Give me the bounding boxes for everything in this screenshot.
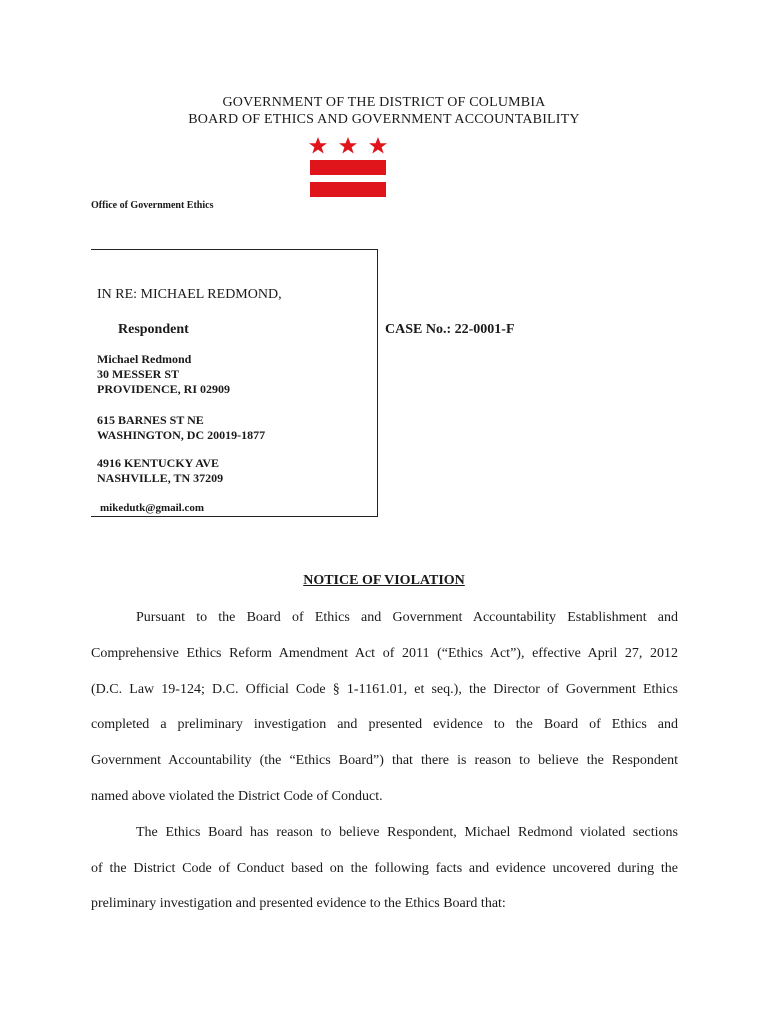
address-line: PROVIDENCE, RI 02909 [97,382,231,396]
dc-flag-logo [308,136,388,200]
star-icon [339,137,357,154]
case-number: CASE No.: 22-0001-F [385,322,515,337]
address-block [97,352,230,397]
paragraph-line: preliminary investigation and presented evidence to the Ethics Board that: [91,896,506,911]
address-block [97,413,265,443]
office-name: Office of Government Ethics [91,200,214,211]
paragraph-line: of the District Code of Conduct based on the following facts and evidence uncovered during the [91,861,678,876]
address-line: WASHINGTON, DC 20019-1877 [97,428,266,442]
flag-stars-icon [308,136,388,154]
in-re-line: IN RE: MICHAEL REDMOND, [97,287,282,302]
paragraph-line: Comprehensive Ethics Reform Amendment Act of 2011 (“Ethics Act”), effective April 27, 2012 [91,646,678,661]
address-line: NASHVILLE, TN 37209 [97,471,224,485]
flag-bar-top [310,160,386,175]
star-icon [309,137,327,154]
star-icon [369,137,387,154]
paragraph-line: named above violated the District Code of Conduct. [91,789,383,804]
flag-bar-bottom [310,182,386,197]
header-board: BOARD OF ETHICS AND GOVERNMENT ACCOUNTABILITY [188,112,580,127]
address-line: 615 BARNES ST NE [97,413,204,427]
paragraph-line: The Ethics Board has reason to believe Respondent, Michael Redmond violated sections [136,825,678,840]
notice-title: NOTICE OF VIOLATION [303,573,465,588]
paragraph-line: (D.C. Law 19-124; D.C. Official Code § 1-1161.01, et seq.), the Director of Government Ethics [91,682,678,697]
address-line: 30 MESSER ST [97,367,180,381]
header-government: GOVERNMENT OF THE DISTRICT OF COLUMBIA [222,95,546,110]
email-address: mikedutk@gmail.com [100,502,205,514]
paragraph-line: Pursuant to the Board of Ethics and Government Accountability Establishment and [136,610,678,625]
address-line: 4916 KENTUCKY AVE [97,456,220,470]
paragraph-line: Government Accountability (the “Ethics Board”) that there is reason to believe the Respondent [91,753,678,768]
address-block [97,456,223,486]
address-line: Michael Redmond [97,352,192,366]
respondent-label: Respondent [118,322,189,337]
paragraph-line: completed a preliminary investigation and presented evidence to the Board of Ethics and [91,717,678,732]
